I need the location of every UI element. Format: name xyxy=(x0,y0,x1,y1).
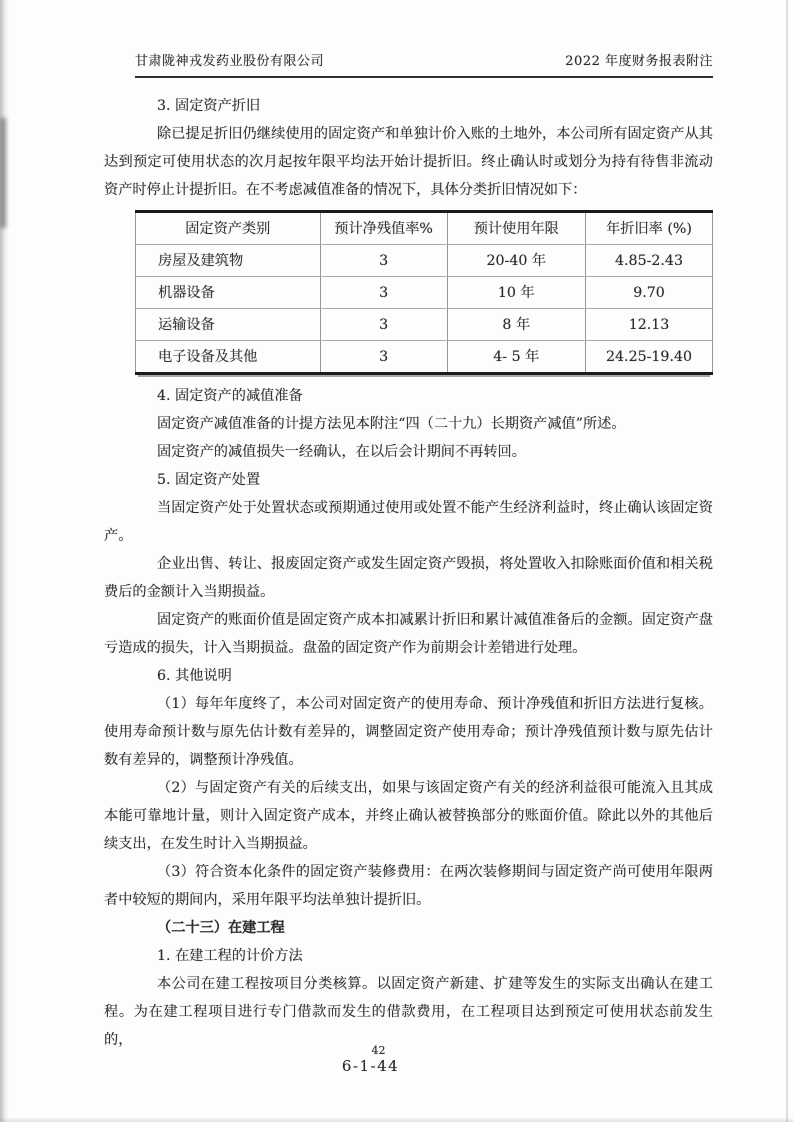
section-heading-construction-in-progress: （二十三）在建工程 xyxy=(157,920,285,936)
page-number: 6-1-44 xyxy=(341,1057,400,1075)
page-footer xyxy=(0,1044,793,1075)
table-row xyxy=(136,341,713,374)
table-row xyxy=(136,245,713,277)
table-cell: 4- 5 年 xyxy=(447,341,585,374)
table-row xyxy=(136,309,713,341)
table-cell: 电子设备及其他 xyxy=(136,341,321,374)
table-header-cell: 固定资产类别 xyxy=(136,212,321,245)
table-header-cell: 年折旧率 (%) xyxy=(586,212,713,245)
paragraph-other-2: （2）与固定资产有关的后续支出，如果与该固定资产有关的经济利益很可能流入且其成本能可靠地计量，则计入固定资产成本，并终止确认被替换部分的账面价值。除此以外的其他后续支出，在发生时计入当期损益。 xyxy=(104,780,713,852)
page-header xyxy=(135,50,713,78)
page-number-superscript: 42 xyxy=(371,1044,386,1057)
table-cell: 4.85-2.43 xyxy=(586,245,713,277)
table-header-row xyxy=(136,212,713,245)
table-cell: 20-40 年 xyxy=(447,245,585,277)
section-heading-disposal: 5. 固定资产处置 xyxy=(157,472,261,488)
section-heading-depreciation: 3. 固定资产折旧 xyxy=(157,98,261,114)
table-cell: 10 年 xyxy=(447,277,585,309)
paragraph-cip-1: 本公司在建工程按项目分类核算。以固定资产新建、扩建等发生的实际支出确认在建工程。为在建工程项目进行专门借款而发生的借款费用，在工程项目达到预定可使用状态前发生的， xyxy=(104,976,713,1048)
table-cell: 3 xyxy=(320,245,447,277)
depreciation-table xyxy=(135,210,713,375)
depreciation-table-wrapper xyxy=(135,210,713,375)
paragraph-other-3: （3）符合资本化条件的固定资产装修费用：在两次装修期间与固定资产尚可使用年限两者中较短的期间内，采用年限平均法单独计提折旧。 xyxy=(104,864,713,908)
paragraph-impairment-1: 固定资产减值准备的计提方法见本附注“四（二十九）长期资产减值”所述。 xyxy=(157,416,626,432)
document-body xyxy=(104,92,713,1054)
table-cell: 运输设备 xyxy=(136,309,321,341)
table-header-cell: 预计使用年限 xyxy=(447,212,585,245)
table-header-cell: 预计净残值率% xyxy=(320,212,447,245)
section-heading-other-notes: 6. 其他说明 xyxy=(157,668,232,684)
paragraph-other-1: （1）每年年度终了，本公司对固定资产的使用寿命、预计净残值和折旧方法进行复核。使用寿命预计数与原先估计数有差异的，调整固定资产使用寿命；预计净残值预计数与原先估计数有差异的，调整预计净残值。 xyxy=(104,696,713,768)
paragraph-disposal-2: 企业出售、转让、报废固定资产或发生固定资产毁损，将处置收入扣除账面价值和相关税费后的金额计入当期损益。 xyxy=(104,556,713,600)
table-cell: 8 年 xyxy=(447,309,585,341)
table-cell: 12.13 xyxy=(586,309,713,341)
page-number-block xyxy=(342,1044,399,1075)
table-cell: 3 xyxy=(320,341,447,374)
paragraph-disposal-1: 当固定资产处于处置状态或预期通过使用或处置不能产生经济利益时，终止确认该固定资产。 xyxy=(104,500,713,544)
report-title: 2022 年度财务报表附注 xyxy=(565,54,713,69)
scan-shadow-bottom xyxy=(0,1117,793,1122)
table-row xyxy=(136,277,713,309)
table-cell: 3 xyxy=(320,309,447,341)
table-cell: 3 xyxy=(320,277,447,309)
section-heading-cip-valuation-method: 1. 在建工程的计价方法 xyxy=(157,948,303,964)
paragraph-depreciation-intro: 除已提足折旧仍继续使用的固定资产和单独计价入账的土地外，本公司所有固定资产从其达到预定可使用状态的次月起按年限平均法开始计提折旧。终止确认时或划分为持有待售非流动资产时停止计提折旧。在不考虑减值准备的情况下，具体分类折旧情况如下： xyxy=(104,126,713,198)
company-name: 甘肃陇神戎发药业股份有限公司 xyxy=(135,54,325,69)
scan-smudge-left xyxy=(0,118,6,228)
paragraph-disposal-3: 固定资产的账面价值是固定资产成本扣减累计折旧和累计减值准备后的金额。固定资产盘亏造成的损失，计入当期损益。盘盈的固定资产作为前期会计差错进行处理。 xyxy=(104,612,713,656)
table-cell: 9.70 xyxy=(586,277,713,309)
table-cell: 机器设备 xyxy=(136,277,321,309)
table-cell: 房屋及建筑物 xyxy=(136,245,321,277)
section-heading-impairment: 4. 固定资产的减值准备 xyxy=(157,388,303,404)
table-cell: 24.25-19.40 xyxy=(586,341,713,374)
paragraph-impairment-2: 固定资产的减值损失一经确认，在以后会计期间不再转回。 xyxy=(157,444,526,460)
scan-shadow-right xyxy=(786,0,788,1122)
